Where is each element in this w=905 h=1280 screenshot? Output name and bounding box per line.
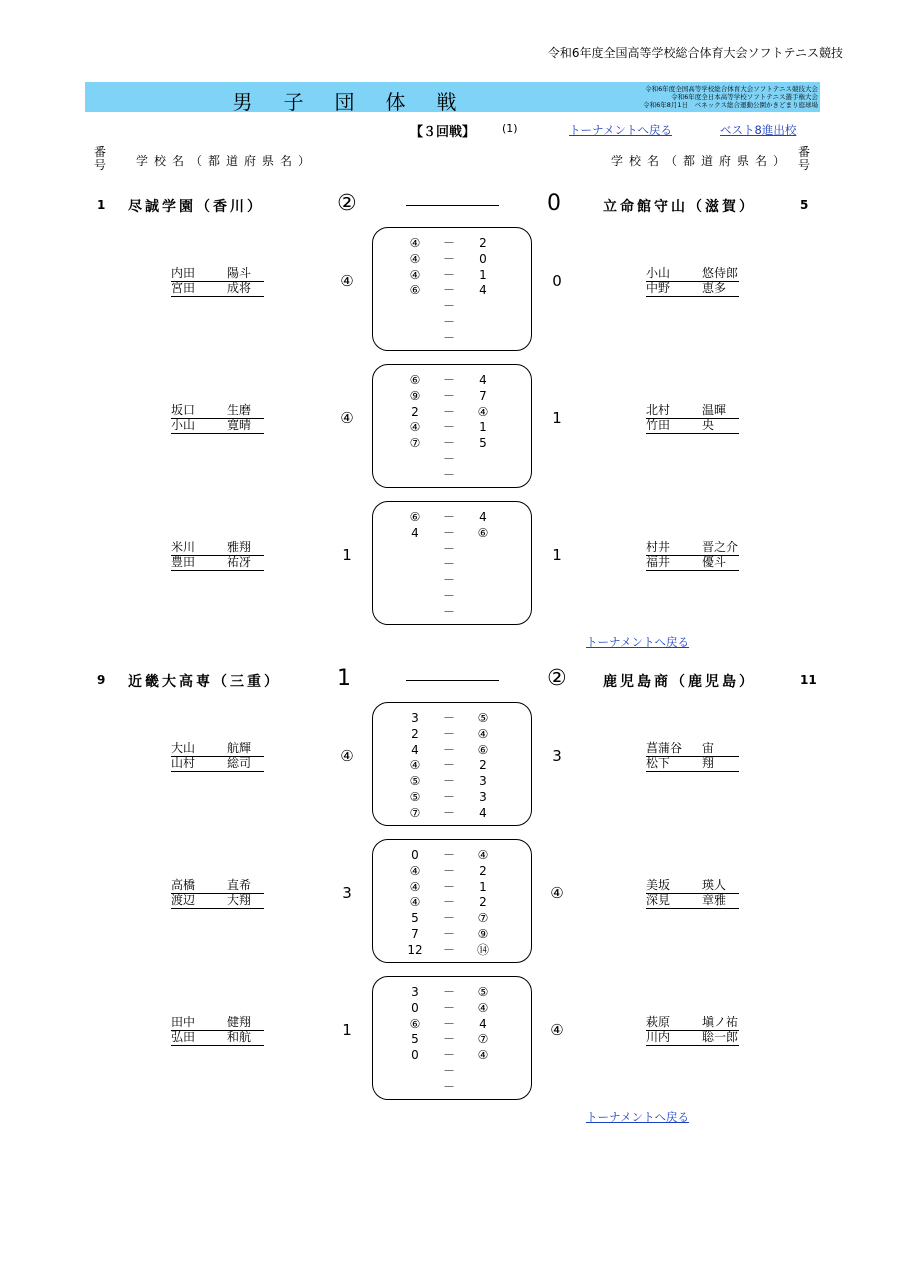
game-score-left: 12 xyxy=(407,942,423,957)
player-surname: 田中 xyxy=(171,1015,196,1029)
game-dash: － xyxy=(442,726,455,741)
game-row xyxy=(405,805,495,821)
player-right xyxy=(646,555,739,571)
banner-subtitle xyxy=(643,85,818,109)
player-right xyxy=(646,418,739,434)
game-score-right: 4 xyxy=(479,805,487,820)
game-dash: － xyxy=(442,541,455,556)
player-given-name: 祐冴 xyxy=(227,555,252,569)
player-given-name: 航輝 xyxy=(227,741,252,755)
game-score-left: ⑤ xyxy=(409,790,421,804)
game-score-left: 5 xyxy=(411,911,419,926)
player-left xyxy=(171,893,264,909)
player-given-name: 塡ノ祐 xyxy=(702,1015,739,1029)
game-row xyxy=(405,894,495,910)
game-dash: － xyxy=(442,452,455,466)
player-right xyxy=(646,756,739,772)
game-score-right: ⑨ xyxy=(477,927,489,941)
game-score-right: ④ xyxy=(477,848,489,862)
game-score-left: ④ xyxy=(409,267,421,282)
game-row xyxy=(405,984,495,1000)
team-score-right: ② xyxy=(547,666,567,691)
game-row xyxy=(405,372,495,388)
match-number-left: 9 xyxy=(97,673,106,687)
game-row xyxy=(405,451,495,467)
player-right xyxy=(646,403,739,419)
game-score-left: 0 xyxy=(411,1048,419,1063)
player-surname: 深見 xyxy=(646,893,671,907)
number-header-right: 番号 xyxy=(797,145,810,172)
team-score-left: ② xyxy=(337,191,357,216)
game-score-right: 3 xyxy=(479,774,487,789)
game-score-left: 0 xyxy=(411,848,419,862)
game-dash: － xyxy=(442,330,455,345)
game-row xyxy=(405,726,495,742)
tournament-back-link[interactable]: トーナメントへ戻る xyxy=(586,1110,690,1124)
game-dash: － xyxy=(442,299,455,314)
game-row xyxy=(405,879,495,895)
game-dash: － xyxy=(442,573,455,588)
player-right xyxy=(646,1030,739,1046)
player-surname: 山村 xyxy=(171,756,196,770)
tournament-link[interactable]: トーナメントへ戻る xyxy=(569,123,673,137)
player-given-name: 宙 xyxy=(702,741,715,755)
game-score-left: ⑥ xyxy=(409,1016,421,1031)
game-dash: － xyxy=(442,863,455,878)
bout-score-left: 3 xyxy=(342,884,352,902)
player-given-name: 寛晴 xyxy=(227,418,252,432)
player-given-name: 優斗 xyxy=(702,555,727,569)
game-score-right: ⑤ xyxy=(477,711,489,725)
game-row xyxy=(405,926,495,942)
game-score-right: ④ xyxy=(477,1000,489,1015)
player-given-name: 大翔 xyxy=(227,893,252,907)
game-row xyxy=(405,1063,495,1079)
number-header-left: 番号 xyxy=(93,145,106,172)
match-number-right: 11 xyxy=(800,673,817,687)
team-score-right: 0 xyxy=(547,191,561,216)
bout-score-left: 1 xyxy=(342,546,352,564)
bout-score-left: ④ xyxy=(340,409,354,427)
game-score-right: 4 xyxy=(479,510,487,524)
game-row xyxy=(405,282,495,298)
player-surname: 豊田 xyxy=(171,555,196,569)
page-title: 男子団体戦 xyxy=(232,90,488,114)
player-surname: 大山 xyxy=(171,741,196,755)
player-given-name: 陽斗 xyxy=(227,266,252,280)
player-right xyxy=(646,540,739,556)
game-score-left: ⑨ xyxy=(409,388,421,403)
game-score-right: 3 xyxy=(479,790,487,804)
player-left xyxy=(171,555,264,571)
game-row xyxy=(405,267,495,283)
best8-link[interactable]: ベスト8進出校 xyxy=(720,123,797,137)
player-surname: 弘田 xyxy=(171,1030,196,1044)
banner-sub-line: 令和6年度全国高等学校総合体育大会ソフトテニス競技大会 xyxy=(645,85,818,93)
school-name-left: 尽誠学園（香川） xyxy=(128,199,264,215)
game-row xyxy=(405,419,495,435)
game-row xyxy=(405,942,495,958)
player-given-name: 晋之介 xyxy=(702,540,739,554)
game-score-left: ⑥ xyxy=(409,510,421,524)
game-score-left: ⑥ xyxy=(409,283,421,298)
player-surname: 宮田 xyxy=(171,281,196,295)
score-divider-line xyxy=(406,205,499,206)
game-score-left: 0 xyxy=(411,1000,419,1015)
game-dash: － xyxy=(442,251,455,266)
player-right xyxy=(646,1015,739,1031)
player-given-name: 悠侍郎 xyxy=(702,266,739,280)
school-header-right: 学校名（都道府県名） xyxy=(611,154,792,168)
game-dash: － xyxy=(442,1000,455,1015)
game-row xyxy=(405,757,495,773)
game-dash: － xyxy=(442,848,455,862)
player-left xyxy=(171,1030,264,1046)
tournament-header: 令和6年度全国高等学校総合体育大会ソフトテニス競技 xyxy=(547,46,843,60)
player-surname: 美坂 xyxy=(646,878,671,892)
game-row xyxy=(405,330,495,346)
game-score-left: 4 xyxy=(411,525,419,540)
game-score-right: 1 xyxy=(479,420,487,435)
game-score-left: 3 xyxy=(411,985,419,999)
game-dash: － xyxy=(442,879,455,894)
game-dash: － xyxy=(442,436,455,451)
tournament-back-link[interactable]: トーナメントへ戻る xyxy=(586,635,690,649)
game-dash: － xyxy=(442,315,455,329)
player-surname: 高橋 xyxy=(171,878,196,892)
player-right xyxy=(646,893,739,909)
game-score-right: ⑦ xyxy=(477,1032,489,1047)
game-row xyxy=(405,388,495,404)
game-score-left: 2 xyxy=(411,726,419,741)
game-dash: － xyxy=(442,1048,455,1063)
player-surname: 北村 xyxy=(646,403,671,417)
round-number: (1) xyxy=(502,122,518,135)
game-score-right: ④ xyxy=(477,1048,489,1063)
player-surname: 萩原 xyxy=(646,1015,671,1029)
team-score-left: 1 xyxy=(337,666,351,691)
match-number-left: 1 xyxy=(97,198,106,212)
game-score-left: ⑦ xyxy=(409,805,421,820)
game-score-left: 7 xyxy=(411,927,419,941)
bout-score-right: 0 xyxy=(552,272,562,290)
game-score-left: 2 xyxy=(411,404,419,419)
bout-score-right: ④ xyxy=(550,884,564,902)
game-row xyxy=(405,773,495,789)
player-surname: 竹田 xyxy=(646,418,671,432)
player-left xyxy=(171,266,264,282)
player-left xyxy=(171,878,264,894)
game-dash: － xyxy=(442,557,455,572)
player-given-name: 央 xyxy=(702,418,715,432)
banner-sub-line: 令和6年8月1日 ベネックス総合運動公園かきどまり庭球場 xyxy=(643,101,818,109)
game-score-left: 3 xyxy=(411,711,419,725)
bout-score-left: ④ xyxy=(340,747,354,765)
school-name-left: 近畿大高専（三重） xyxy=(128,674,281,690)
player-surname: 松下 xyxy=(646,756,671,770)
game-row xyxy=(405,572,495,588)
game-score-left: ④ xyxy=(409,236,421,250)
game-row xyxy=(405,541,495,557)
player-surname: 小山 xyxy=(646,266,671,280)
game-dash: － xyxy=(442,236,455,250)
player-surname: 坂口 xyxy=(171,403,196,417)
bout-score-left: ④ xyxy=(340,272,354,290)
game-dash: － xyxy=(442,373,455,387)
game-dash: － xyxy=(442,895,455,910)
player-left xyxy=(171,281,264,297)
game-score-right: ⑦ xyxy=(477,911,489,926)
game-dash: － xyxy=(442,589,455,603)
game-score-right: 4 xyxy=(479,1016,487,1031)
bout-score-right: 1 xyxy=(552,409,562,427)
game-score-right: ⑭ xyxy=(476,942,489,957)
game-row xyxy=(405,435,495,451)
bout-score-right: 1 xyxy=(552,546,562,564)
bout-score-left: 1 xyxy=(342,1021,352,1039)
bout-score-right: 3 xyxy=(552,747,562,765)
round-label: 【３回戦】 xyxy=(410,125,476,140)
player-left xyxy=(171,1015,264,1031)
game-row xyxy=(405,298,495,314)
game-row xyxy=(405,604,495,620)
player-given-name: 生磨 xyxy=(227,403,252,417)
game-dash: － xyxy=(442,774,455,789)
player-right xyxy=(646,281,739,297)
game-row xyxy=(405,1079,495,1095)
game-score-left: ④ xyxy=(409,420,421,435)
game-dash: － xyxy=(442,525,455,540)
game-row xyxy=(405,789,495,805)
game-row xyxy=(405,1000,495,1016)
game-score-left: ⑦ xyxy=(409,436,421,451)
game-score-right: 2 xyxy=(479,863,487,878)
game-dash: － xyxy=(442,758,455,773)
game-dash: － xyxy=(442,388,455,403)
game-row xyxy=(405,742,495,758)
game-row xyxy=(405,235,495,251)
player-given-name: 章雅 xyxy=(702,893,727,907)
player-given-name: 恵多 xyxy=(702,281,727,295)
game-score-right: 1 xyxy=(479,267,487,282)
player-left xyxy=(171,756,264,772)
player-left xyxy=(171,418,264,434)
game-dash: － xyxy=(442,742,455,757)
game-score-right: 2 xyxy=(479,895,487,910)
game-score-right: 2 xyxy=(479,758,487,773)
game-row xyxy=(405,251,495,267)
player-given-name: 温暉 xyxy=(702,403,727,417)
game-score-right: ④ xyxy=(477,726,489,741)
game-row xyxy=(405,404,495,420)
game-dash: － xyxy=(442,942,455,957)
banner-sub-line: 令和6年度全日本高等学校ソフトテニス選手権大会 xyxy=(671,93,818,101)
game-row xyxy=(405,1031,495,1047)
school-name-right: 立命館守山（滋賀） xyxy=(603,199,756,215)
game-dash: － xyxy=(442,790,455,804)
game-row xyxy=(405,314,495,330)
player-given-name: 成将 xyxy=(227,281,252,295)
game-score-right: 1 xyxy=(479,879,487,894)
game-row xyxy=(405,1016,495,1032)
game-score-left: ④ xyxy=(409,758,421,773)
bout-score-right: ④ xyxy=(550,1021,564,1039)
game-row xyxy=(405,863,495,879)
game-score-right: ⑥ xyxy=(477,525,489,540)
game-dash: － xyxy=(442,911,455,926)
game-dash: － xyxy=(442,404,455,419)
game-row xyxy=(405,588,495,604)
game-row xyxy=(405,910,495,926)
player-given-name: 健翔 xyxy=(227,1015,252,1029)
game-row xyxy=(405,847,495,863)
player-surname: 川内 xyxy=(646,1030,671,1044)
player-surname: 内田 xyxy=(171,266,196,280)
game-score-left: 5 xyxy=(411,1032,419,1047)
school-name-right: 鹿児島商（鹿児島） xyxy=(603,674,756,690)
game-row xyxy=(405,467,495,483)
game-dash: － xyxy=(442,420,455,435)
game-score-left: ④ xyxy=(409,879,421,894)
title-banner xyxy=(85,82,820,112)
game-dash: － xyxy=(442,510,455,524)
game-score-left: ④ xyxy=(409,895,421,910)
game-score-right: 4 xyxy=(479,283,487,298)
player-surname: 米川 xyxy=(171,540,196,554)
player-surname: 菖蒲谷 xyxy=(646,741,683,755)
game-score-right: ⑤ xyxy=(477,985,489,999)
game-dash: － xyxy=(442,805,455,820)
game-score-left: 4 xyxy=(411,742,419,757)
player-surname: 福井 xyxy=(646,555,671,569)
score-divider-line xyxy=(406,680,499,681)
game-score-left: ⑥ xyxy=(409,373,421,387)
player-surname: 中野 xyxy=(646,281,671,295)
game-dash: － xyxy=(442,467,455,482)
player-given-name: 瑛人 xyxy=(702,878,727,892)
player-given-name: 翔 xyxy=(702,756,715,770)
player-left xyxy=(171,540,264,556)
player-surname: 村井 xyxy=(646,540,671,554)
game-row xyxy=(405,509,495,525)
player-surname: 渡辺 xyxy=(171,893,196,907)
game-row xyxy=(405,710,495,726)
game-dash: － xyxy=(442,283,455,298)
game-dash: － xyxy=(442,1032,455,1047)
game-score-left: ⑤ xyxy=(409,774,421,789)
game-dash: － xyxy=(442,1079,455,1094)
player-given-name: 雅翔 xyxy=(227,540,252,554)
game-dash: － xyxy=(442,927,455,941)
game-score-right: 7 xyxy=(479,388,487,403)
player-given-name: 和航 xyxy=(227,1030,252,1044)
game-score-left: ④ xyxy=(409,251,421,266)
game-row xyxy=(405,556,495,572)
player-given-name: 聡一郎 xyxy=(702,1030,739,1044)
game-score-right: ④ xyxy=(477,404,489,419)
player-given-name: 総司 xyxy=(227,756,252,770)
game-score-right: 0 xyxy=(479,251,487,266)
player-right xyxy=(646,878,739,894)
game-score-right: 2 xyxy=(479,236,487,250)
player-left xyxy=(171,403,264,419)
game-score-right: ⑥ xyxy=(477,742,489,757)
game-dash: － xyxy=(442,985,455,999)
game-row xyxy=(405,525,495,541)
game-score-right: 4 xyxy=(479,373,487,387)
player-right xyxy=(646,741,739,757)
game-score-right: 5 xyxy=(479,436,487,451)
game-dash: － xyxy=(442,1064,455,1078)
game-dash: － xyxy=(442,711,455,725)
player-given-name: 直希 xyxy=(227,878,252,892)
game-row xyxy=(405,1047,495,1063)
game-dash: － xyxy=(442,604,455,619)
game-score-left: ④ xyxy=(409,863,421,878)
school-header-left: 学校名（都道府県名） xyxy=(136,154,317,168)
game-dash: － xyxy=(442,267,455,282)
player-right xyxy=(646,266,739,282)
player-surname: 小山 xyxy=(171,418,196,432)
player-left xyxy=(171,741,264,757)
game-dash: － xyxy=(442,1016,455,1031)
match-number-right: 5 xyxy=(800,198,809,212)
